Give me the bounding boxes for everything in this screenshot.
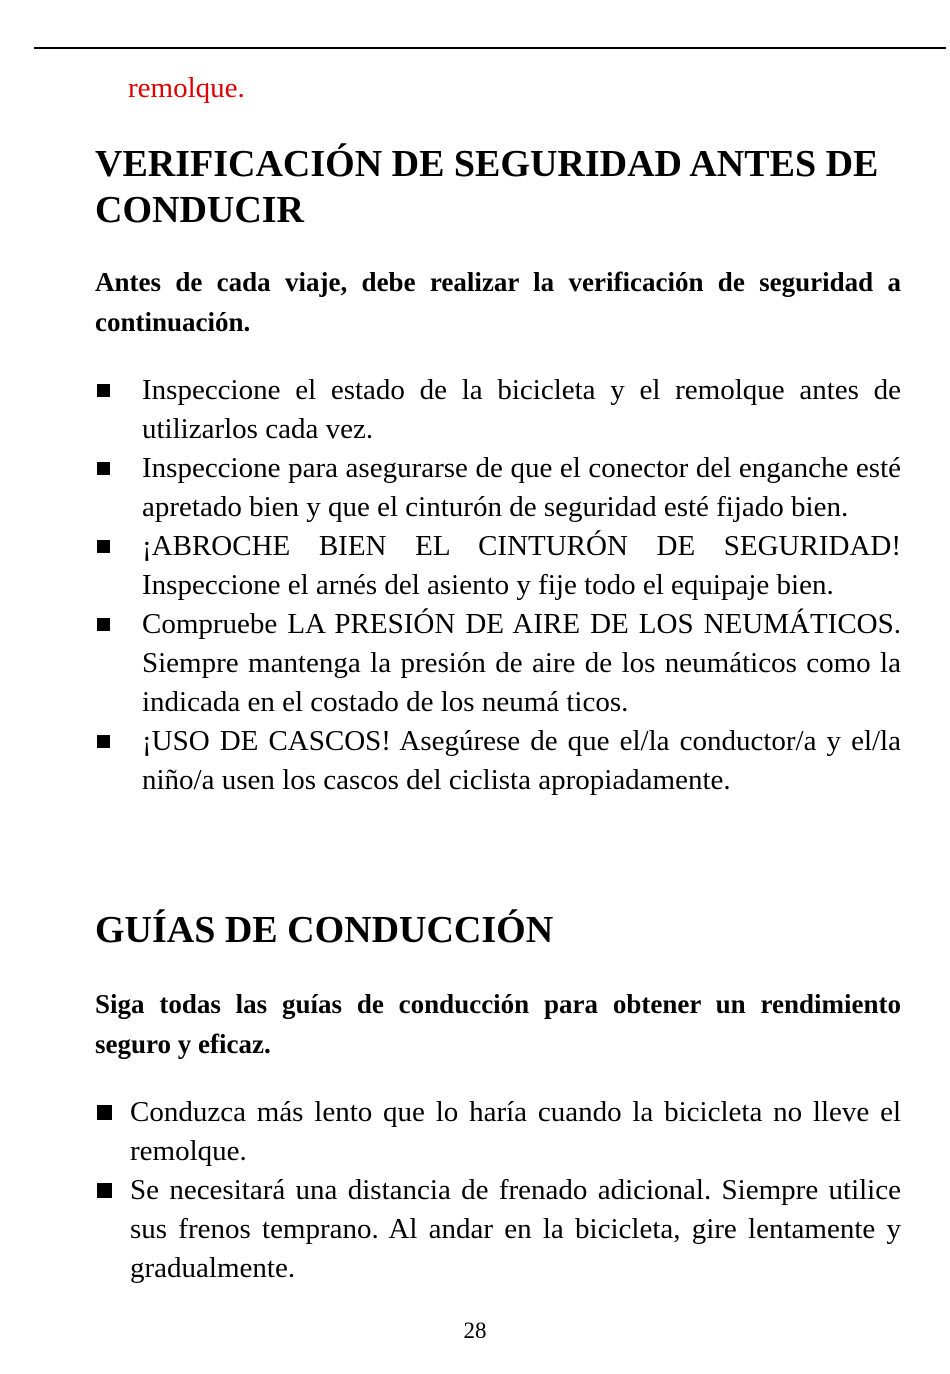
- square-bullet-icon: [97, 540, 110, 553]
- square-bullet-icon: [97, 1105, 112, 1120]
- list-item-text: Compruebe LA PRESIÓN DE AIRE DE LOS NEUMÁTICOS. Siempre mantenga la presión de aire de los neumáticos como la indicada en el costado de los neumá ticos.: [142, 608, 901, 718]
- continuation-text: remolque.: [128, 72, 245, 104]
- list-item-text: ¡USO DE CASCOS! Asegúrese de que el/la conductor/a y el/la niño/a usen los cascos del ciclista apropiadamente.: [142, 725, 901, 796]
- list-item-text: Inspeccione para asegurarse de que el conector del enganche esté apretado bien y que el cinturón de seguridad esté fijado bien.: [142, 452, 901, 523]
- list-item-text: Inspeccione el estado de la bicicleta y el remolque antes de utilizarlos cada vez.: [142, 374, 901, 445]
- list-item: [95, 605, 901, 722]
- list-item-text: Se necesitará una distancia de frenado adicional. Siempre utilice sus frenos temprano. Al andar en la bicicleta, gire lentamente y gradualmente.: [130, 1174, 901, 1284]
- list-item: [95, 527, 901, 605]
- square-bullet-icon: [97, 1183, 112, 1198]
- section-intro-safety-check: Antes de cada viaje, debe realizar la verificación de seguridad a continuación.: [95, 267, 901, 337]
- list-item-text: Conduzca más lento que lo haría cuando la bicicleta no lleve el remolque.: [130, 1096, 901, 1167]
- section-heading-safety-check: VERIFICACIÓN DE SEGURIDAD ANTES DE CONDUCIR: [95, 143, 879, 231]
- safety-check-list: [95, 371, 901, 800]
- list-item-text: ¡ABROCHE BIEN EL CINTURÓN DE SEGURIDAD! Inspeccione el arnés del asiento y fije todo el equipaje bien.: [142, 530, 901, 601]
- header-rule: [34, 47, 946, 49]
- square-bullet-icon: [97, 618, 110, 631]
- list-item: [95, 722, 901, 800]
- section-intro-riding-guides: Siga todas las guías de conducción para obtener un rendimiento seguro y eficaz.: [95, 989, 901, 1059]
- riding-guides-list: [95, 1093, 901, 1288]
- square-bullet-icon: [97, 384, 110, 397]
- list-item: [95, 449, 901, 527]
- square-bullet-icon: [97, 735, 110, 748]
- list-item: [95, 1093, 901, 1171]
- page-number: 28: [463, 1318, 487, 1343]
- list-item: [95, 1171, 901, 1288]
- list-item: [95, 371, 901, 449]
- section-heading-riding-guides: GUÍAS DE CONDUCCIÓN: [95, 909, 554, 951]
- square-bullet-icon: [97, 462, 110, 475]
